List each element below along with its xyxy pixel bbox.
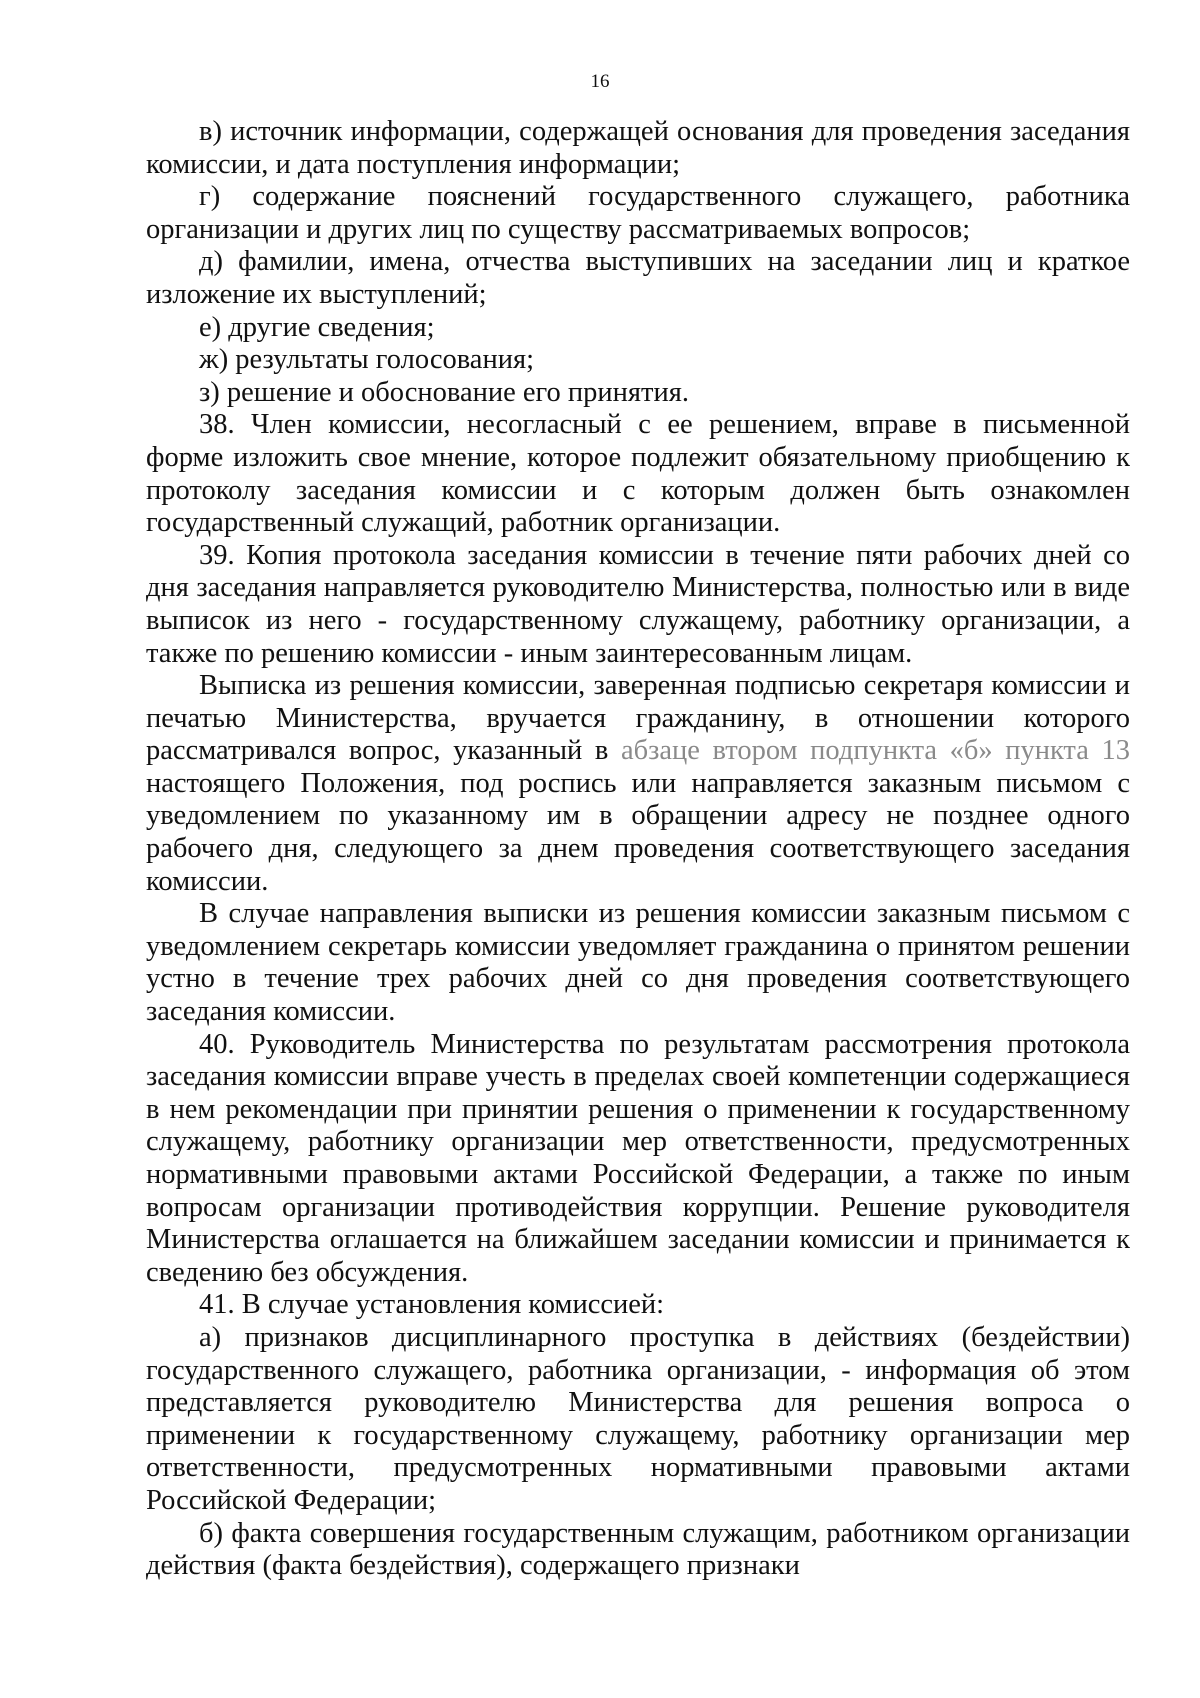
paragraph-item-d: д) фамилии, имена, отчества выступивших на заседании лиц и краткое изложение их выступлений; <box>146 246 1130 310</box>
paragraph-40: 40. Руководитель Министерства по результатам рассмотрения протокола заседания комиссии вправе учесть в пределах своей компетенции содержащиеся в нем рекомендации при принятии решения о применении к государственному служащему, работнику организации мер ответственности, предусмотренных нормативными правовыми актами Российской Федерации, а также по иным вопросам организации противодействия коррупции. Решение руководителя Министерства оглашается на ближайшем заседании комиссии и принимается к сведению без обсуждения. <box>146 1028 1130 1288</box>
document-body <box>146 116 1130 1583</box>
page-number: 16 <box>590 71 610 92</box>
paragraph-39-extract-text-before: Выписка из решения комиссии, заверенная подписью секретаря комиссии и печатью Министерства, вручается гражданину, в отношении которого рассматривался вопрос, указанный в <box>146 670 1130 767</box>
paragraph-39-notification: В случае направления выписки из решения комиссии заказным письмом с уведомлением секретарь комиссии уведомляет гражданина о принятом решении устно в течение трех рабочих дней со дня проведения соответствующего заседания комиссии. <box>146 898 1130 1028</box>
paragraph-item-v: в) источник информации, содержащей основания для проведения заседания комиссии, и дата поступления информации; <box>146 116 1130 180</box>
paragraph-39: 39. Копия протокола заседания комиссии в течение пяти рабочих дней со дня заседания направляется руководителю Министерства, полностью или в виде выписок из него - государственному служащему, работнику организации, а также по решению комиссии - иным заинтересованным лицам. <box>146 539 1130 669</box>
reference-link[interactable]: абзаце втором подпункта «б» пункта 13 <box>620 735 1130 767</box>
paragraph-item-g: г) содержание пояснений государственного служащего, работника организации и других лиц по существу рассматриваемых вопросов; <box>146 181 1130 245</box>
paragraph-item-z: з) решение и обоснование его принятия. <box>199 376 689 408</box>
paragraph-item-zh: ж) результаты голосования; <box>199 344 534 376</box>
paragraph-38: 38. Член комиссии, несогласный с ее решением, вправе в письменной форме изложить свое мнение, которое подлежит обязательному приобщению к протоколу заседания комиссии и с которым должен быть ознакомлен государственный служащий, работник организации. <box>146 409 1130 539</box>
paragraph-39-extract-text-after: настоящего Положения, под роспись или направляется заказным письмом с уведомлением по указанному им в обращении адресу не позднее одного рабочего дня, следующего за днем проведения соответствующего заседания комиссии. <box>146 767 1130 897</box>
paragraph-41-a: а) признаков дисциплинарного проступка в действиях (бездействии) государственного служащего, работника организации, - информация об этом представляется руководителю Министерства для решения вопроса о применении к государственному служащему, работнику организации мер ответственности, предусмотренных нормативными правовыми актами Российской Федерации; <box>146 1321 1130 1516</box>
paragraph-39-extract <box>146 670 1130 898</box>
paragraph-41: 41. В случае установления комиссией: <box>199 1289 665 1321</box>
paragraph-41-b: б) факта совершения государственным служащим, работником организации действия (факта бездействия), содержащего признаки <box>146 1517 1130 1582</box>
paragraph-item-e: е) другие сведения; <box>199 311 435 343</box>
